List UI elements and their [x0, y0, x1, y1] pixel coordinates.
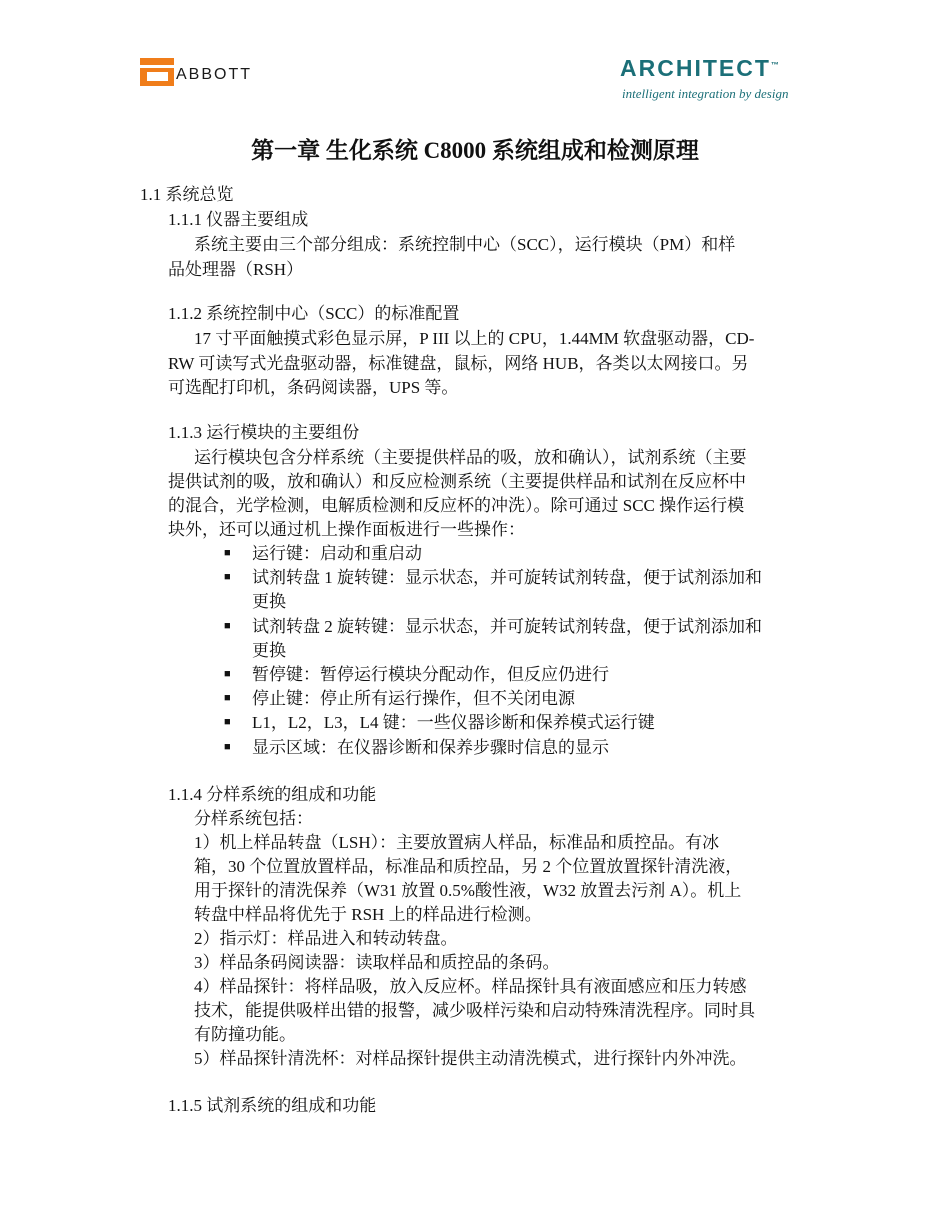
abbott-logo-icon: [138, 56, 178, 88]
list-item: L1，L2，L3，L4 键：一些仪器诊断和保养模式运行键: [252, 713, 655, 732]
paragraph-line: 5）样品探针清洗杯：对样品探针提供主动清洗模式，进行探针内外冲洗。: [194, 1049, 747, 1068]
trademark-mark: ™: [770, 60, 779, 70]
abbott-logo-text: ABBOTT: [176, 66, 253, 83]
list-item-continued: 更换: [252, 592, 286, 611]
paragraph-line: 1）机上样品转盘（LSH）：主要放置病人样品，标准品和质控品。有冰: [194, 833, 720, 852]
bullet-icon: ■: [224, 692, 231, 704]
paragraph-line: 的混合，光学检测，电解质检测和反应杯的冲洗）。除可通过 SCC 操作运行模: [168, 496, 745, 515]
paragraph-line: 用于探针的清洗保养（W31 放置 0.5%酸性液，W32 放置去污剂 A）。机上: [194, 881, 742, 900]
list-item: 运行键：启动和重启动: [252, 544, 422, 563]
section-heading-1-1-1: 1.1.1 仪器主要组成: [168, 210, 309, 229]
paragraph-line: 技术，能提供吸样出错的报警，减少吸样污染和启动特殊清洗程序。同时具: [194, 1001, 755, 1020]
bullet-icon: ■: [224, 620, 231, 632]
section-heading-1-1-2: 1.1.2 系统控制中心（SCC）的标准配置: [168, 304, 460, 323]
section-heading-1-1-5: 1.1.5 试剂系统的组成和功能: [168, 1096, 377, 1115]
paragraph-line: 系统主要由三个部分组成：系统控制中心（SCC），运行模块（PM）和样: [194, 235, 736, 254]
paragraph-line: 箱，30 个位置放置样品，标准品和质控品，另 2 个位置放置探针清洗液，: [194, 857, 743, 876]
paragraph-line: 17 寸平面触摸式彩色显示屏，P III 以上的 CPU，1.44MM 软盘驱动器，CD-: [194, 329, 755, 348]
paragraph-line: 品处理器（RSH）: [168, 260, 304, 279]
section-heading-1-1: 1.1 系统总览: [140, 185, 234, 204]
list-item: 试剂转盘 2 旋转键：显示状态，并可旋转试剂转盘，便于试剂添加和: [252, 617, 762, 636]
architect-logo-text: ARCHITECT: [620, 55, 771, 81]
paragraph-line: 提供试剂的吸，放和确认）和反应检测系统（主要提供样品和试剂在反应杯中: [168, 472, 746, 491]
chapter-title: 第一章 生化系统 C8000 系统组成和检测原理: [251, 138, 699, 163]
paragraph-line: 有防撞功能。: [194, 1025, 296, 1044]
paragraph-line: 3）样品条码阅读器：读取样品和质控品的条码。: [194, 953, 560, 972]
section-heading-1-1-3: 1.1.3 运行模块的主要组份: [168, 423, 360, 442]
paragraph-line: 可选配打印机，条码阅读器，UPS 等。: [168, 378, 459, 397]
bullet-icon: ■: [224, 668, 231, 680]
section-heading-1-1-4: 1.1.4 分样系统的组成和功能: [168, 785, 377, 804]
architect-tagline: intelligent integration by design: [622, 86, 789, 101]
bullet-icon: ■: [224, 741, 231, 753]
bullet-icon: ■: [224, 547, 231, 559]
paragraph-line: 4）样品探针：将样品吸，放入反应杯。样品探针具有液面感应和压力转感: [194, 977, 747, 996]
paragraph-line: 块外，还可以通过机上操作面板进行一些操作：: [168, 520, 525, 539]
paragraph-line: 分样系统包括：: [194, 809, 313, 828]
list-item: 试剂转盘 1 旋转键：显示状态，并可旋转试剂转盘，便于试剂添加和: [252, 568, 762, 587]
paragraph-line: 2）指示灯：样品进入和转动转盘。: [194, 929, 458, 948]
list-item: 暂停键：暂停运行模块分配动作，但反应仍进行: [252, 665, 609, 684]
bullet-icon: ■: [224, 716, 231, 728]
list-item-continued: 更换: [252, 641, 286, 660]
architect-logo: [620, 55, 779, 82]
paragraph-line: 转盘中样品将优先于 RSH 上的样品进行检测。: [194, 905, 542, 924]
list-item: 显示区域：在仪器诊断和保养步骤时信息的显示: [252, 738, 609, 757]
paragraph-line: 运行模块包含分样系统（主要提供样品的吸，放和确认），试剂系统（主要: [194, 448, 747, 467]
list-item: 停止键：停止所有运行操作，但不关闭电源: [252, 689, 575, 708]
paragraph-line: RW 可读写式光盘驱动器，标准键盘，鼠标，网络 HUB，各类以太网接口。另: [168, 354, 749, 373]
bullet-icon: ■: [224, 571, 231, 583]
